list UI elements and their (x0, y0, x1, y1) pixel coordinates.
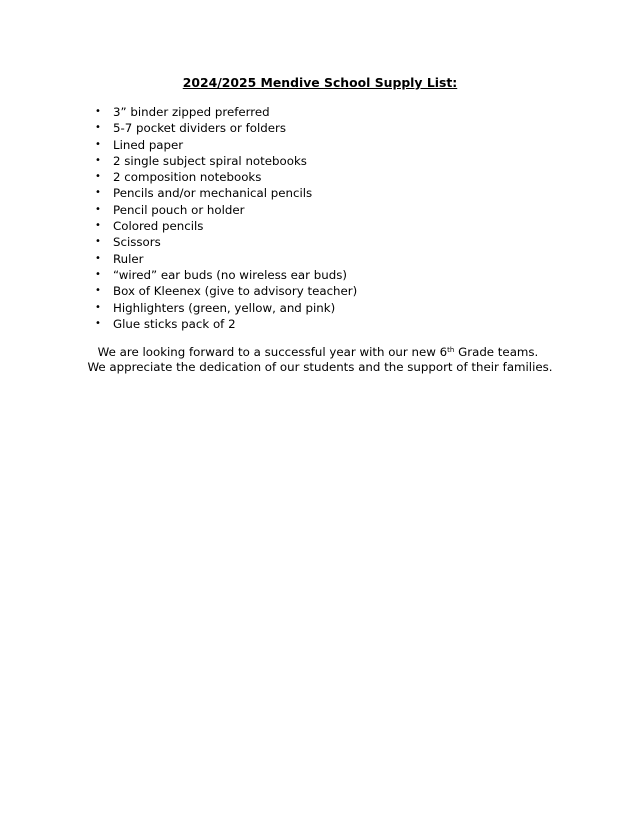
list-item (93, 251, 357, 267)
list-item (93, 137, 357, 153)
list-item-text: 3” binder zipped preferred (113, 105, 270, 119)
list-item (93, 283, 357, 299)
bullet-icon: • (95, 187, 101, 199)
list-item (93, 234, 357, 250)
list-item-text: Lined paper (113, 137, 184, 152)
list-item (93, 120, 357, 136)
bullet-icon: • (95, 252, 101, 264)
closing-paragraph-line-1 (0, 345, 638, 361)
bullet-icon: • (95, 236, 101, 248)
bullet-icon: • (95, 203, 101, 215)
list-item (93, 169, 357, 185)
bullet-icon: • (95, 106, 101, 117)
page-title: 2024/2025 Mendive School Supply List: (182, 75, 458, 90)
list-item-text: Ruler (113, 251, 144, 266)
closing-text-before: We are looking forward to a successful year with our new 6 (97, 345, 448, 359)
list-item-text: Highlighters (green, yellow, and pink) (113, 300, 336, 315)
list-item (93, 104, 357, 120)
list-item (93, 300, 357, 316)
list-item-text: Pencil pouch or holder (113, 202, 245, 217)
list-item (93, 153, 357, 169)
bullet-icon: • (95, 317, 101, 329)
bullet-icon: • (95, 154, 101, 166)
list-item (93, 185, 357, 201)
ordinal-suffix: th (447, 346, 455, 354)
list-item (93, 218, 357, 234)
supply-list (93, 104, 357, 332)
bullet-icon: • (95, 268, 101, 280)
list-item (93, 202, 357, 218)
list-item-text: Colored pencils (113, 219, 204, 234)
list-item-text: 2 composition notebooks (113, 170, 262, 185)
list-item (93, 267, 357, 283)
bullet-icon: • (95, 301, 101, 313)
list-item-text: 5-7 pocket dividers or folders (113, 121, 286, 136)
bullet-icon: • (95, 122, 101, 134)
bullet-icon: • (95, 285, 101, 297)
bullet-icon: • (95, 220, 101, 232)
closing-text-after: Grade teams. (454, 345, 539, 359)
list-item-text: Glue sticks pack of 2 (113, 316, 236, 331)
list-item-text: “wired” ear buds (no wireless ear buds) (113, 267, 347, 282)
list-item (93, 316, 357, 332)
list-item-text: Box of Kleenex (give to advisory teacher) (113, 284, 358, 299)
closing-paragraph-line-2: We appreciate the dedication of our students and the support of their families. (87, 360, 553, 374)
bullet-icon: • (95, 138, 101, 150)
list-item-text: Pencils and/or mechanical pencils (113, 186, 313, 201)
list-item-text: 2 single subject spiral notebooks (113, 153, 307, 168)
list-item-text: Scissors (113, 235, 161, 250)
bullet-icon: • (95, 171, 101, 183)
